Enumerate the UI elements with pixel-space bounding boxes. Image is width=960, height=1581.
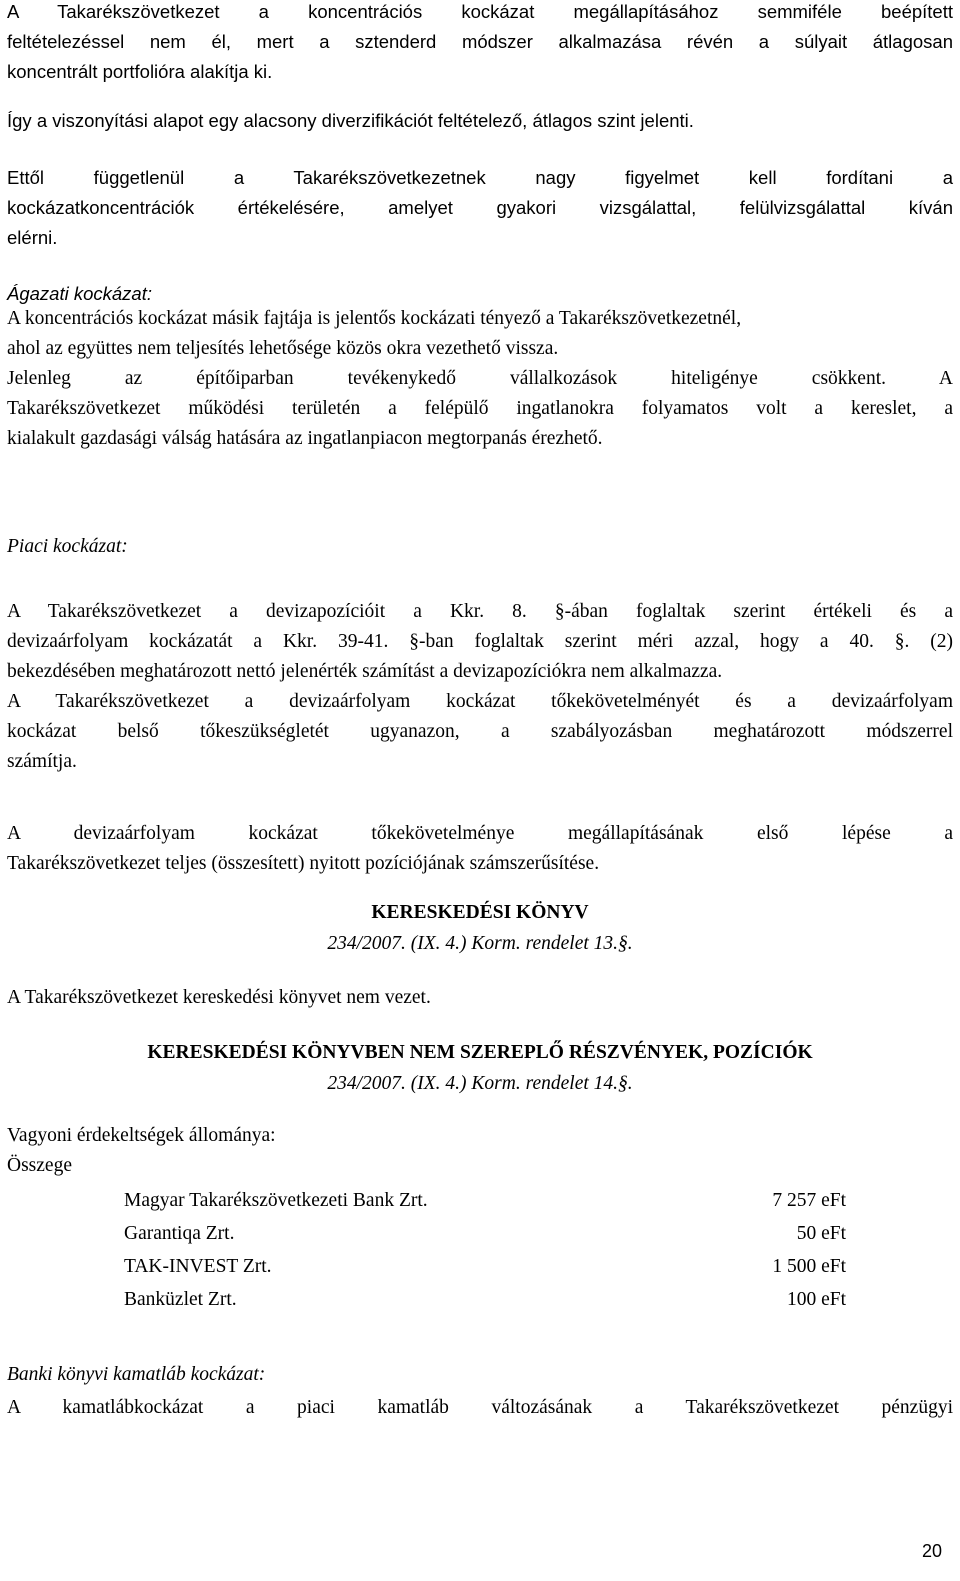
- holding-amount: 1 500 eFt: [772, 1256, 846, 1277]
- market-line: A Takarékszövetkezet a devizaárfolyam kockázat tőkekövetelményét és a devizaárfolyam: [7, 691, 953, 712]
- trading-book-title: KERESKEDÉSI KÖNYV: [371, 902, 589, 923]
- attention-line: elérni.: [7, 227, 58, 248]
- holding-name: Garantiqa Zrt.: [124, 1223, 235, 1244]
- fx-step-line: Takarékszövetkezet teljes (összesített) nyitott pozíciójának számszerűsítése.: [7, 853, 600, 874]
- market-risk-paragraph: [7, 597, 953, 777]
- market-line: devizaárfolyam kockázatát a Kkr. 39-41. §-ban foglaltak szerint méri azzal, hogy a 40. §. (2): [7, 631, 953, 652]
- sector-line: Jelenleg az építőiparban tevékenykedő vállalkozások hiteligénye csökkent. A: [7, 368, 953, 389]
- attention-line: kockázatkoncentrációk értékelésére, amelyet gyakori vizsgálattal, felülvizsgálattal kíván: [7, 197, 953, 218]
- page-number: 20: [921, 1541, 942, 1561]
- interest-rate-paragraph: A kamatlábkockázat a piaci kamatláb változásának a Takarékszövetkezet pénzügyi: [7, 1397, 953, 1418]
- holdings-table: [124, 1184, 846, 1316]
- intro-line: feltételezéssel nem él, mert a sztenderd módszer alkalmazása révén a súlyait átlagosan: [7, 31, 953, 52]
- sector-risk-paragraph: [7, 304, 953, 454]
- sector-line: kialakult gazdasági válság hatására az ingatlanpiacon megtorpanás érezhető.: [7, 428, 603, 449]
- trading-book-reference: 234/2007. (IX. 4.) Korm. rendelet 13.§.: [327, 933, 633, 954]
- holdings-label: Vagyoni érdekeltségek állománya:: [7, 1125, 276, 1146]
- holding-amount: 7 257 eFt: [772, 1190, 846, 1211]
- holding-row: [124, 1217, 846, 1250]
- non-trading-title: KERESKEDÉSI KÖNYVBEN NEM SZEREPLŐ RÉSZVÉNYEK, POZÍCIÓK: [147, 1042, 813, 1063]
- market-risk-heading: Piaci kockázat:: [7, 536, 128, 557]
- attention-paragraph: [7, 163, 953, 253]
- market-line: A Takarékszövetkezet a devizapozícióit a Kkr. 8. §-ában foglaltak szerint értékeli és a: [7, 601, 953, 622]
- market-line: kockázat belső tőkeszükségletét ugyanazon, a szabályozásban meghatározott módszerrel: [7, 721, 953, 742]
- fx-step-paragraph: [7, 819, 953, 879]
- holding-name: Banküzlet Zrt.: [124, 1289, 237, 1310]
- holding-amount: 100 eFt: [786, 1289, 846, 1310]
- holding-row: [124, 1184, 846, 1217]
- amount-label: Összege: [7, 1155, 72, 1176]
- basis-sentence: Így a viszonyítási alapot egy alacsony diverzifikációt feltételező, átlagos szint jelenti.: [7, 110, 694, 131]
- interest-rate-heading: Banki könyvi kamatláb kockázat:: [7, 1364, 266, 1385]
- attention-line: Ettől függetlenül a Takarékszövetkezetnek nagy figyelmet kell fordítani a: [7, 167, 953, 188]
- fx-step-line: A devizaárfolyam kockázat tőkekövetelménye megállapításának első lépése a: [7, 823, 953, 844]
- non-trading-reference: 234/2007. (IX. 4.) Korm. rendelet 14.§.: [327, 1073, 633, 1094]
- sector-risk-heading: Ágazati kockázat:: [7, 283, 152, 304]
- market-line: bekezdésében meghatározott nettó jelenérték számítást a devizapozíciókra nem alkalmazza.: [7, 661, 723, 682]
- sector-line: A koncentrációs kockázat másik fajtája is jelentős kockázati tényező a Takarékszövetkezetnél,: [7, 308, 742, 329]
- holding-row: [124, 1250, 846, 1283]
- holding-name: Magyar Takarékszövetkezeti Bank Zrt.: [124, 1190, 428, 1211]
- holding-name: TAK-INVEST Zrt.: [124, 1256, 272, 1277]
- sector-line: ahol az együttes nem teljesítés lehetősége közös okra vezethető vissza.: [7, 338, 559, 359]
- trading-book-statement: A Takarékszövetkezet kereskedési könyvet nem vezet.: [7, 987, 431, 1008]
- intro-line: A Takarékszövetkezet a koncentrációs kockázat megállapításához semmiféle beépített: [7, 1, 953, 22]
- holding-row: [124, 1283, 846, 1316]
- intro-line: koncentrált portfolióra alakítja ki.: [7, 61, 273, 82]
- intro-paragraph: [7, 0, 953, 87]
- sector-line: Takarékszövetkezet működési területén a felépülő ingatlanokra folyamatos volt a kereslet, a: [7, 398, 953, 419]
- market-line: számítja.: [7, 751, 77, 772]
- holding-amount: 50 eFt: [796, 1223, 846, 1244]
